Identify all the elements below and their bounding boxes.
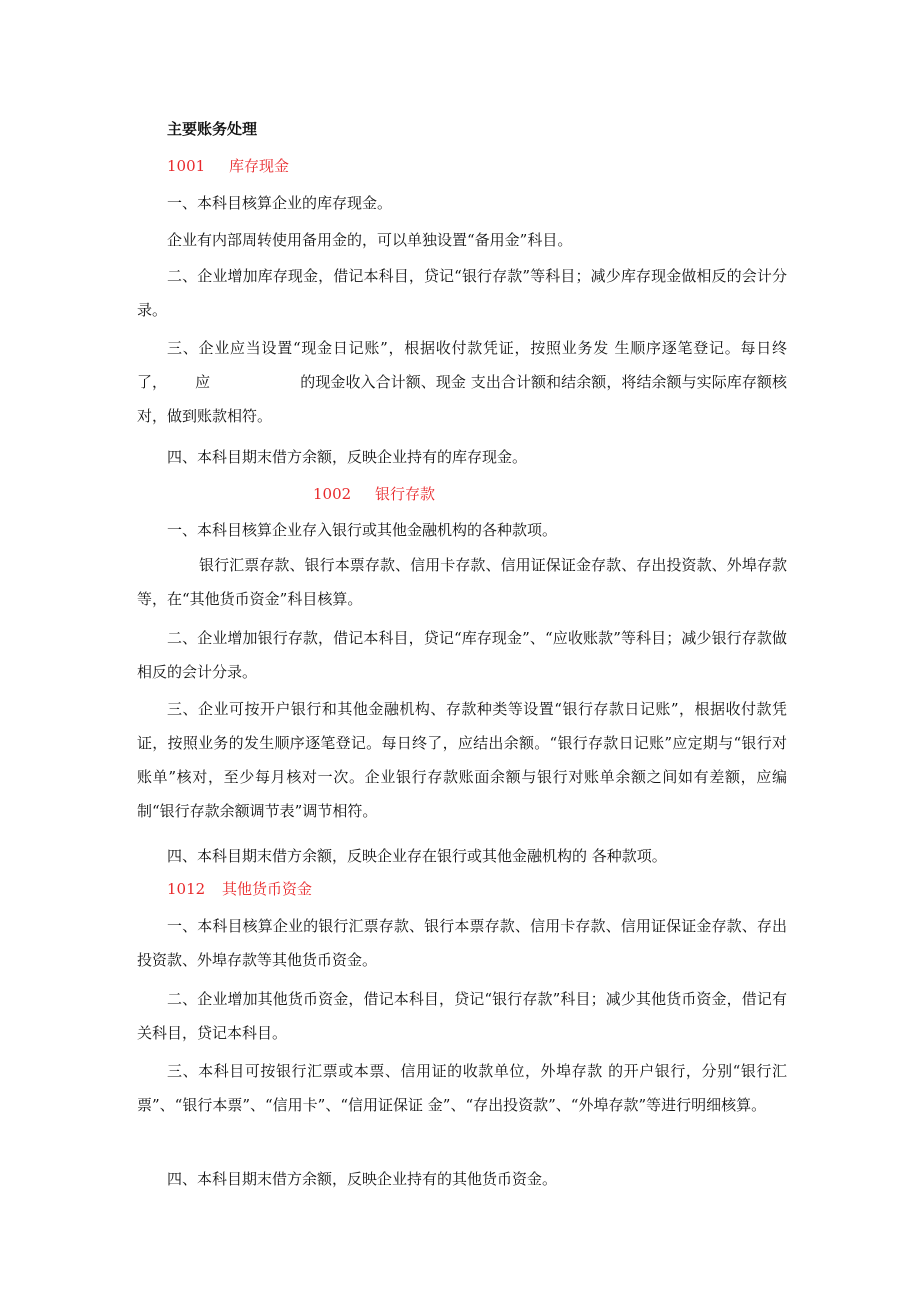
paragraph: 企业有内部周转使用备用金的，可以单独设置“备用金”科目。 [167, 231, 573, 249]
paragraph: 一、本科目核算企业存入银行或其他金融机构的各种款项。 [167, 521, 558, 539]
paragraph: 四、本科目期末借方余额，反映企业存在银行或其他金融机构的 各种款项。 [167, 847, 667, 865]
paragraph: 一、本科目核算企业的库存现金。 [167, 194, 393, 212]
paragraph: 四、本科目期末借方余额，反映企业持有的库存现金。 [167, 448, 528, 466]
section-code: 1012 [167, 880, 206, 898]
section-name: 库存现金 [229, 157, 290, 175]
section-heading-1001 [167, 155, 289, 176]
document-title: 主要账务处理 [167, 120, 258, 138]
section-code: 1002 [313, 485, 352, 503]
paragraph: 三、企业可按开户银行和其他金融机构、存款种类等设置“银行存款日记账”，根据收付款凭证，按照业务的发生顺序逐笔登记。每日终了，应结出余额。“银行存款日记账”应定期与“银行对账单”核对，至少每月核对一次。企业银行存款账面余额与银行对账单余额之间如有差额，应编制“银行存款余额调节表”调节相符。 [137, 700, 787, 820]
section-name: 银行存款 [375, 485, 436, 503]
section-heading-1002 [313, 483, 435, 504]
section-name: 其他货币资金 [222, 880, 313, 898]
section-code: 1001 [167, 157, 206, 175]
paragraph-text-part: 三、企业应当设置“现金日记账”，根据收付款凭证，按照业务发 生顺序逐笔登记。每日终了， [137, 339, 787, 391]
paragraph: 二、企业增加银行存款，借记本科目，贷记“库存现金”、“应收账款”等科目；减少银行存款做相反的会计分录。 [137, 629, 787, 681]
paragraph-text-part: 的现金收入合计额、现金 支出合计额和结余额，将结余额与实际库存额核对，做到账款相符。 [137, 373, 787, 425]
paragraph: 一、本科目核算企业的银行汇票存款、银行本票存款、信用卡存款、信用证保证金存款、存出投资款、外埠存款等其他货币资金。 [137, 917, 787, 969]
paragraph: 二、企业增加其他货币资金，借记本科目，贷记“银行存款”科目；减少其他货币资金，借记有关科目，贷记本科目。 [137, 990, 787, 1042]
paragraph: 四、本科目期末借方余额，反映企业持有的其他货币资金。 [167, 1170, 558, 1188]
paragraph: 三、本科目可按银行汇票或本票、信用证的收款单位，外埠存款 的开户银行，分别“银行汇票”、“银行本票”、“信用卡”、“信用证保证 金”、“存出投资款”、“外埠存款”等进行明细核算。 [137, 1062, 787, 1114]
paragraph [137, 331, 787, 433]
paragraph: 二、企业增加库存现金，借记本科目，贷记“银行存款”等科目；减少库存现金做相反的会计分录。 [137, 267, 787, 319]
paragraph-text-part: 应 [195, 373, 211, 391]
paragraph: 银行汇票存款、银行本票存款、信用卡存款、信用证保证金存款、存出投资款、外埠存款等，在“其他货币资金”科目核算。 [137, 556, 787, 608]
section-heading-1012 [167, 878, 312, 899]
